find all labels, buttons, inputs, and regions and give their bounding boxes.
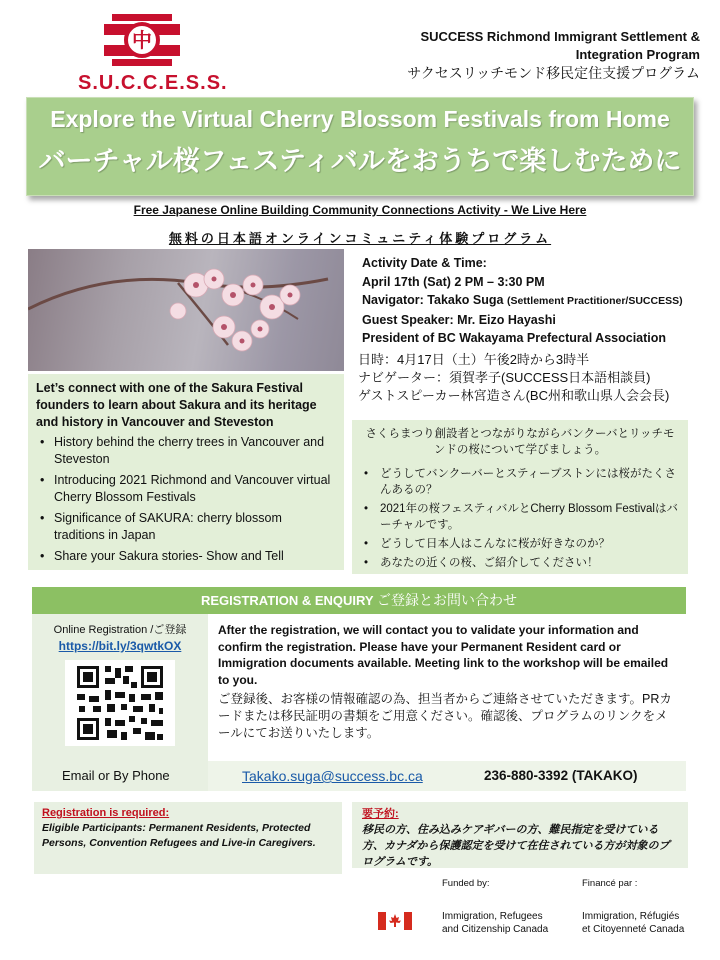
details-heading: Activity Date & Time: — [362, 256, 487, 270]
list-item: • Introducing 2021 Richmond and Vancouver virtual Cherry Blossom Festivals — [36, 472, 336, 506]
banner-title-en: Explore the Virtual Cherry Blossom Festivals from Home — [50, 106, 670, 132]
topics-list-en — [36, 434, 336, 565]
registration-info-en: After the registration, we will contact you to validate your information and confirm the registration. Please have your Permanent Resident card or Immigration documents available. Meeting link to the workshop will be emailed to you. — [218, 623, 669, 687]
registration-header — [32, 587, 686, 614]
ircc-name-en — [442, 910, 548, 936]
topics-intro-jp: さくらまつり創設者とつながりながらバンクーバとリッチモンドの桜について学びましょう。 — [365, 428, 675, 456]
logo-glyph: 中 — [132, 28, 152, 52]
registration-info-jp: ご登録後、お客様の情報確認の為、担当者からご連絡させていただきます。PRカードまたは移民証明の書類をご用意ください。確認後、プログラムのリンクをメールにてお送りいたします。 — [218, 692, 672, 740]
topics-box-jp — [352, 420, 688, 574]
ircc-fr-line1: Immigration, Réfugiés — [582, 911, 680, 922]
topics-intro-en: Let’s connect with one of the Sakura Festival founders to learn about Sakura and its heritage and history in Vancouver and Steveston — [36, 381, 317, 429]
contact-details — [208, 761, 686, 791]
ircc-name-fr — [582, 910, 684, 936]
details-jp-line1: 日時：4月17日（土）午後2時から3時半 — [358, 352, 590, 367]
eligibility-text-jp: 移民の方、住み込みケアギバーの方、難民指定を受けている方、カナダから保護認定を受けて在住されている方が対象のプログラムです。 — [362, 824, 670, 868]
details-date: April 17th (Sat) 2 PM – 3:30 PM — [362, 274, 545, 289]
eligibility-heading-en: Registration is required: — [42, 807, 170, 819]
ircc-fr-line2: et Citoyenneté Canada — [582, 924, 685, 935]
qr-code-icon[interactable] — [65, 660, 175, 746]
logo-text: S.U.C.C.E.S.S. — [78, 72, 228, 94]
ircc-en-line2: and Citizenship Canada — [442, 924, 549, 935]
phone-number[interactable]: 236-880-3392 (TAKAKO) — [484, 768, 638, 783]
subtitle-en: Free Japanese Online Building Community Connections Activity - We Live Here — [133, 203, 587, 217]
success-logo — [78, 12, 228, 96]
program-line1: SUCCESS Richmond Immigrant Settlement & — [420, 29, 700, 44]
registration-header-en: REGISTRATION & ENQUIRY — [200, 593, 374, 608]
registration-link[interactable]: https://bit.ly/3qwtkOX — [58, 639, 182, 653]
eligibility-text-en: Eligible Participants: Permanent Residents, Protected Persons, Convention Refugees and Live-in Caregivers. — [42, 822, 316, 849]
topics-list-jp — [360, 466, 680, 571]
program-title-jp: サクセスリッチモンド移民定住支援プログラム — [407, 65, 700, 81]
activity-details-jp — [358, 351, 718, 405]
eligibility-heading-jp: 要予約: — [362, 808, 399, 820]
online-registration-panel — [32, 614, 208, 761]
program-title — [390, 28, 700, 82]
details-jp-line2: ナビゲーター：須賀孝子(SUCCESS日本語相談員) — [358, 370, 651, 385]
list-item: • あなたの近くの桜、ご紹介してください！ — [360, 555, 680, 571]
eligibility-notice-en — [34, 802, 342, 874]
details-jp-line3: ゲストスピーカー林宮造さん(BC州和歌山県人会会長) — [358, 388, 670, 403]
contact-label: Email or By Phone — [32, 761, 208, 791]
program-line2: Integration Program — [575, 47, 700, 62]
canada-flag-icon — [378, 912, 412, 930]
subtitle-jp: 無料の日本語オンラインコミュニティ体験プログラム — [168, 231, 552, 246]
list-item: • どうしてバンクーバーとスティーブストンには桜がたくさんあるの？ — [360, 466, 680, 498]
activity-details — [362, 254, 712, 348]
cherry-blossom-photo — [28, 249, 344, 371]
details-navigator — [362, 291, 712, 311]
online-registration-label: Online Registration /ご登録 — [53, 624, 187, 636]
navigator-name: Navigator: Takako Suga — [362, 293, 504, 307]
navigator-role: (Settlement Practitioner/SUCCESS) — [506, 295, 683, 307]
list-item: • History behind the cherry trees in Vancouver and Steveston — [36, 434, 336, 468]
list-item: • Share your Sakura stories- Show and Tell — [36, 548, 336, 565]
success-logo-mark — [102, 12, 182, 68]
details-speaker-role: President of BC Wakayama Prefectural Association — [362, 331, 667, 345]
details-speaker: Guest Speaker: Mr. Eizo Hayashi — [362, 312, 556, 327]
title-banner — [26, 97, 694, 196]
eligibility-notice-jp — [352, 802, 688, 868]
funded-by-label: Funded by: — [442, 878, 490, 889]
list-item: • どうして日本人はこんなに桜が好きなのか？ — [360, 536, 680, 552]
finance-par-label: Financé par : — [582, 878, 638, 889]
topics-box-en — [28, 374, 344, 570]
list-item: • 2021年の桜フェスティバルとCherry Blossom Festivalはバーチャルです。 — [360, 501, 680, 533]
email-link[interactable]: Takako.suga@success.bc.ca — [242, 768, 423, 784]
list-item: • Significance of SAKURA: cherry blossom traditions in Japan — [36, 510, 336, 544]
registration-header-jp: ご登録とお問い合わせ — [377, 592, 517, 608]
funding-credit — [384, 876, 696, 940]
cherry-blossom-illustration — [28, 249, 344, 371]
ircc-en-line1: Immigration, Refugees — [442, 911, 543, 922]
registration-info — [208, 614, 686, 761]
banner-title-jp: バーチャル桜フェスティバルをおうちで楽しむために — [38, 146, 682, 176]
